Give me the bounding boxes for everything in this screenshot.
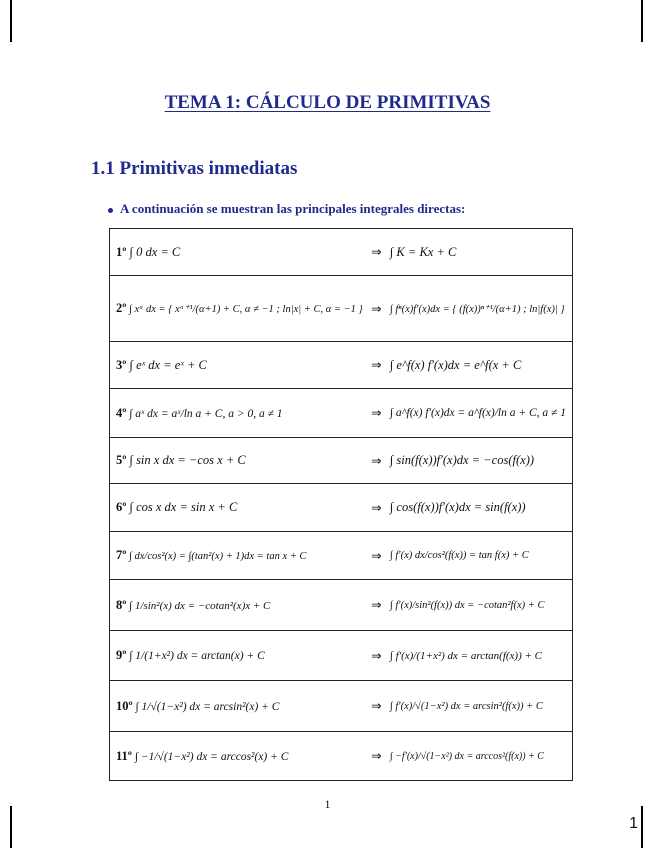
crop-mark-bottom-right-vertical	[641, 806, 643, 848]
section-heading: 1.1 Primitivas inmediatas	[91, 158, 298, 179]
table-row	[110, 580, 573, 631]
formula-left: 2º ∫ xᵅ dx = { xᵅ⁺¹/(α+1) + C, α ≠ −1 ; ln|x| + C, α = −1 }	[110, 276, 369, 342]
formula-right: ∫ f′(x)/sin²(f(x)) dx = −cotan²f(x) + C	[384, 580, 573, 631]
table-row	[110, 484, 573, 532]
implies-icon: ⇒	[369, 438, 384, 484]
bullet-dot-icon	[108, 208, 113, 213]
formula-right: ∫ f′(x) dx/cos²(f(x)) = tan f(x) + C	[384, 532, 573, 580]
implies-icon: ⇒	[369, 229, 384, 276]
implies-icon: ⇒	[369, 732, 384, 781]
formula-right: ∫ f′(x)/√(1−x²) dx = arcsin²(f(x)) + C	[384, 681, 573, 732]
implies-icon: ⇒	[369, 484, 384, 532]
formula-left: 4º ∫ aˣ dx = aˣ/ln a + C, a > 0, a ≠ 1	[110, 389, 369, 438]
formula-left: 9º ∫ 1/(1+x²) dx = arctan(x) + C	[110, 631, 369, 681]
implies-icon: ⇒	[369, 532, 384, 580]
table-row	[110, 342, 573, 389]
crop-mark-top-right-vertical	[641, 0, 643, 42]
formula-left: 1º ∫ 0 dx = C	[110, 229, 369, 276]
formula-right: ∫ f′(x)/(1+x²) dx = arctan(f(x)) + C	[384, 631, 573, 681]
page-number: 1	[324, 797, 331, 811]
crop-mark-top-left-vertical	[10, 0, 12, 42]
crop-mark-bottom-left-vertical	[10, 806, 12, 848]
formula-left: 6º ∫ cos x dx = sin x + C	[110, 484, 369, 532]
bullet-text: A continuación se muestran las principales integrales directas:	[120, 201, 466, 216]
table-row	[110, 229, 573, 276]
implies-icon: ⇒	[369, 580, 384, 631]
formula-left: 11º ∫ −1/√(1−x²) dx = arccos²(x) + C	[110, 732, 369, 781]
table-row	[110, 438, 573, 484]
table-row	[110, 631, 573, 681]
implies-icon: ⇒	[369, 389, 384, 438]
formula-right: ∫ e^f(x) f′(x)dx = e^f(x + C	[384, 342, 573, 389]
formula-left: 8º ∫ 1/sin²(x) dx = −cotan²(x)x + C	[110, 580, 369, 631]
bullet-item	[108, 201, 465, 217]
formula-right: ∫ sin(f(x))f′(x)dx = −cos(f(x))	[384, 438, 573, 484]
formula-right: ∫ a^f(x) f′(x)dx = a^f(x)/ln a + C, a ≠ 1	[384, 389, 573, 438]
table-row	[110, 389, 573, 438]
formula-right: ∫ −f′(x)/√(1−x²) dx = arccos²(f(x)) + C	[384, 732, 573, 781]
formula-right: ∫ K = Kx + C	[384, 229, 573, 276]
formula-left: 10º ∫ 1/√(1−x²) dx = arcsin²(x) + C	[110, 681, 369, 732]
formula-left: 7º ∫ dx/cos²(x) = ∫(tan²(x) + 1)dx = tan x + C	[110, 532, 369, 580]
integrals-table	[109, 228, 573, 781]
document-title: TEMA 1: CÁLCULO DE PRIMITIVAS	[164, 92, 491, 113]
table-row	[110, 532, 573, 580]
formula-right: ∫ fⁿ(x)f′(x)dx = { (f(x))ⁿ⁺¹/(α+1) ; ln|f(x)| }	[384, 276, 573, 342]
formula-left: 3º ∫ eˣ dx = eˣ + C	[110, 342, 369, 389]
formula-left: 5º ∫ sin x dx = −cos x + C	[110, 438, 369, 484]
table-row	[110, 732, 573, 781]
implies-icon: ⇒	[369, 342, 384, 389]
formula-right: ∫ cos(f(x))f′(x)dx = sin(f(x))	[384, 484, 573, 532]
implies-icon: ⇒	[369, 631, 384, 681]
table-row	[110, 276, 573, 342]
implies-icon: ⇒	[369, 681, 384, 732]
implies-icon: ⇒	[369, 276, 384, 342]
viewer-page-number: 1	[629, 815, 638, 832]
table-row	[110, 681, 573, 732]
